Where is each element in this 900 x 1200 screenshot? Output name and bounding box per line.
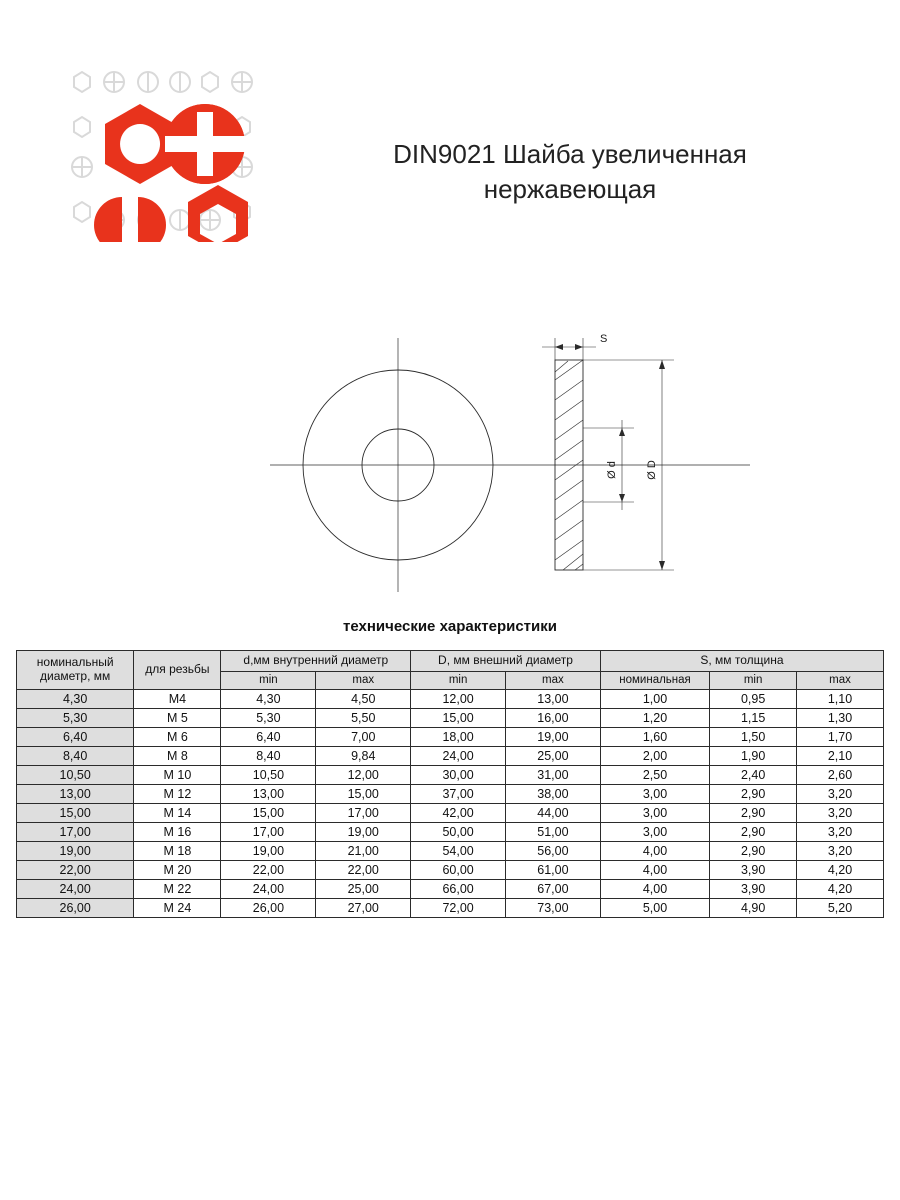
subheader-d-min: min: [221, 671, 316, 689]
cell-s-nominal: 2,00: [600, 747, 709, 766]
cell-nominal-diameter: 24,00: [17, 880, 134, 899]
header-outer-diameter: D, мм внешний диаметр: [411, 651, 601, 672]
table-row: [17, 766, 884, 785]
cell-nominal-diameter: 26,00: [17, 899, 134, 918]
cell-D-max: 13,00: [506, 690, 601, 709]
cell-D-min: 54,00: [411, 842, 506, 861]
cell-s-max: 4,20: [797, 861, 884, 880]
cell-d-min: 15,00: [221, 804, 316, 823]
header-thread: для резьбы: [134, 651, 221, 690]
subheader-D-min: min: [411, 671, 506, 689]
cell-D-max: 31,00: [506, 766, 601, 785]
cell-d-max: 27,00: [316, 899, 411, 918]
cell-D-max: 44,00: [506, 804, 601, 823]
cell-D-min: 24,00: [411, 747, 506, 766]
cell-D-min: 15,00: [411, 709, 506, 728]
tech-spec-caption: технические характеристики: [343, 618, 557, 635]
document-header: [60, 52, 850, 252]
technical-drawing: [250, 320, 750, 610]
cell-thread: M 18: [134, 842, 221, 861]
cell-thread: M 12: [134, 785, 221, 804]
cell-nominal-diameter: 17,00: [17, 823, 134, 842]
cell-d-min: 19,00: [221, 842, 316, 861]
table-row: [17, 747, 884, 766]
table-row: [17, 804, 884, 823]
cell-D-min: 18,00: [411, 728, 506, 747]
cell-D-max: 16,00: [506, 709, 601, 728]
table-row: [17, 899, 884, 918]
cell-d-max: 4,50: [316, 690, 411, 709]
cell-s-max: 3,20: [797, 804, 884, 823]
header-thickness: S, мм толщина: [600, 651, 883, 672]
cell-s-nominal: 1,60: [600, 728, 709, 747]
cell-D-min: 50,00: [411, 823, 506, 842]
cell-D-max: 61,00: [506, 861, 601, 880]
cell-d-min: 5,30: [221, 709, 316, 728]
cell-thread: M 20: [134, 861, 221, 880]
cell-d-min: 10,50: [221, 766, 316, 785]
cell-s-max: 1,70: [797, 728, 884, 747]
subheader-d-max: max: [316, 671, 411, 689]
cell-D-min: 60,00: [411, 861, 506, 880]
cell-s-max: 2,10: [797, 747, 884, 766]
cell-D-min: 72,00: [411, 899, 506, 918]
cell-nominal-diameter: 13,00: [17, 785, 134, 804]
cell-nominal-diameter: 4,30: [17, 690, 134, 709]
header-inner-diameter: d,мм внутренний диаметр: [221, 651, 411, 672]
cell-s-max: 4,20: [797, 880, 884, 899]
cell-s-nominal: 3,00: [600, 804, 709, 823]
dimension-label-D: Ø D: [646, 460, 658, 480]
spec-table: [16, 650, 884, 918]
table-header-row-1: [17, 651, 884, 672]
cell-d-max: 19,00: [316, 823, 411, 842]
cell-d-max: 5,50: [316, 709, 411, 728]
cell-s-min: 3,90: [710, 861, 797, 880]
cell-thread: M 14: [134, 804, 221, 823]
cell-s-min: 2,40: [710, 766, 797, 785]
page-title: DIN9021 Шайба увеличенная нержавеющая: [393, 139, 747, 205]
cell-nominal-diameter: 10,50: [17, 766, 134, 785]
table-row: [17, 842, 884, 861]
cell-nominal-diameter: 15,00: [17, 804, 134, 823]
cell-s-min: 2,90: [710, 842, 797, 861]
table-row: [17, 880, 884, 899]
cell-d-min: 6,40: [221, 728, 316, 747]
cell-d-min: 24,00: [221, 880, 316, 899]
cell-s-min: 0,95: [710, 690, 797, 709]
cell-s-nominal: 4,00: [600, 880, 709, 899]
cell-d-min: 4,30: [221, 690, 316, 709]
cell-s-min: 1,50: [710, 728, 797, 747]
cell-D-max: 25,00: [506, 747, 601, 766]
cell-d-min: 8,40: [221, 747, 316, 766]
cell-nominal-diameter: 19,00: [17, 842, 134, 861]
cell-s-max: 3,20: [797, 785, 884, 804]
cell-s-max: 3,20: [797, 842, 884, 861]
table-row: [17, 785, 884, 804]
cell-thread: M4: [134, 690, 221, 709]
cell-s-nominal: 4,00: [600, 842, 709, 861]
cell-nominal-diameter: 8,40: [17, 747, 134, 766]
cell-D-max: 51,00: [506, 823, 601, 842]
cell-s-nominal: 1,00: [600, 690, 709, 709]
cell-thread: M 16: [134, 823, 221, 842]
dimension-label-s: S: [600, 333, 608, 345]
subheader-D-max: max: [506, 671, 601, 689]
table-row: [17, 709, 884, 728]
cell-s-min: 1,15: [710, 709, 797, 728]
cell-D-max: 73,00: [506, 899, 601, 918]
cell-s-nominal: 1,20: [600, 709, 709, 728]
cell-s-max: 5,20: [797, 899, 884, 918]
cell-s-max: 3,20: [797, 823, 884, 842]
cell-d-min: 13,00: [221, 785, 316, 804]
cell-thread: M 8: [134, 747, 221, 766]
cell-d-max: 12,00: [316, 766, 411, 785]
cell-D-min: 66,00: [411, 880, 506, 899]
cell-s-min: 4,90: [710, 899, 797, 918]
cell-d-max: 9,84: [316, 747, 411, 766]
cell-D-min: 37,00: [411, 785, 506, 804]
cell-d-min: 22,00: [221, 861, 316, 880]
cell-D-max: 56,00: [506, 842, 601, 861]
cell-d-max: 22,00: [316, 861, 411, 880]
table-row: [17, 823, 884, 842]
cell-d-max: 17,00: [316, 804, 411, 823]
spec-table-head: [17, 651, 884, 690]
cell-d-max: 7,00: [316, 728, 411, 747]
cell-thread: M 22: [134, 880, 221, 899]
cell-s-nominal: 3,00: [600, 823, 709, 842]
cell-nominal-diameter: 6,40: [17, 728, 134, 747]
cell-d-max: 25,00: [316, 880, 411, 899]
cell-d-max: 15,00: [316, 785, 411, 804]
cell-thread: M 6: [134, 728, 221, 747]
cell-s-nominal: 5,00: [600, 899, 709, 918]
cell-d-max: 21,00: [316, 842, 411, 861]
cell-D-min: 12,00: [411, 690, 506, 709]
cell-nominal-diameter: 5,30: [17, 709, 134, 728]
table-row: [17, 728, 884, 747]
cell-thread: M 5: [134, 709, 221, 728]
subheader-s-max: max: [797, 671, 884, 689]
cell-d-min: 26,00: [221, 899, 316, 918]
cell-s-min: 2,90: [710, 785, 797, 804]
cell-D-max: 38,00: [506, 785, 601, 804]
dimension-label-d: Ø d: [606, 461, 618, 479]
spec-table-body: [17, 690, 884, 918]
cell-thread: M 24: [134, 899, 221, 918]
cell-s-min: 3,90: [710, 880, 797, 899]
table-row: [17, 861, 884, 880]
cell-d-min: 17,00: [221, 823, 316, 842]
cell-nominal-diameter: 22,00: [17, 861, 134, 880]
spec-table-container: [16, 650, 884, 918]
subheader-s-min: min: [710, 671, 797, 689]
cell-s-nominal: 3,00: [600, 785, 709, 804]
cell-s-max: 1,10: [797, 690, 884, 709]
cell-D-min: 30,00: [411, 766, 506, 785]
cell-s-nominal: 2,50: [600, 766, 709, 785]
cell-s-min: 1,90: [710, 747, 797, 766]
cell-s-min: 2,90: [710, 804, 797, 823]
cell-s-nominal: 4,00: [600, 861, 709, 880]
subheader-s-nominal: номинальная: [600, 671, 709, 689]
cell-thread: M 10: [134, 766, 221, 785]
cell-D-max: 67,00: [506, 880, 601, 899]
table-row: [17, 690, 884, 709]
cell-D-max: 19,00: [506, 728, 601, 747]
fastener-logo: [60, 52, 270, 242]
cell-s-max: 2,60: [797, 766, 884, 785]
cell-s-max: 1,30: [797, 709, 884, 728]
header-nominal-diameter: номинальный диаметр, мм: [17, 651, 134, 690]
cell-D-min: 42,00: [411, 804, 506, 823]
cell-s-min: 2,90: [710, 823, 797, 842]
